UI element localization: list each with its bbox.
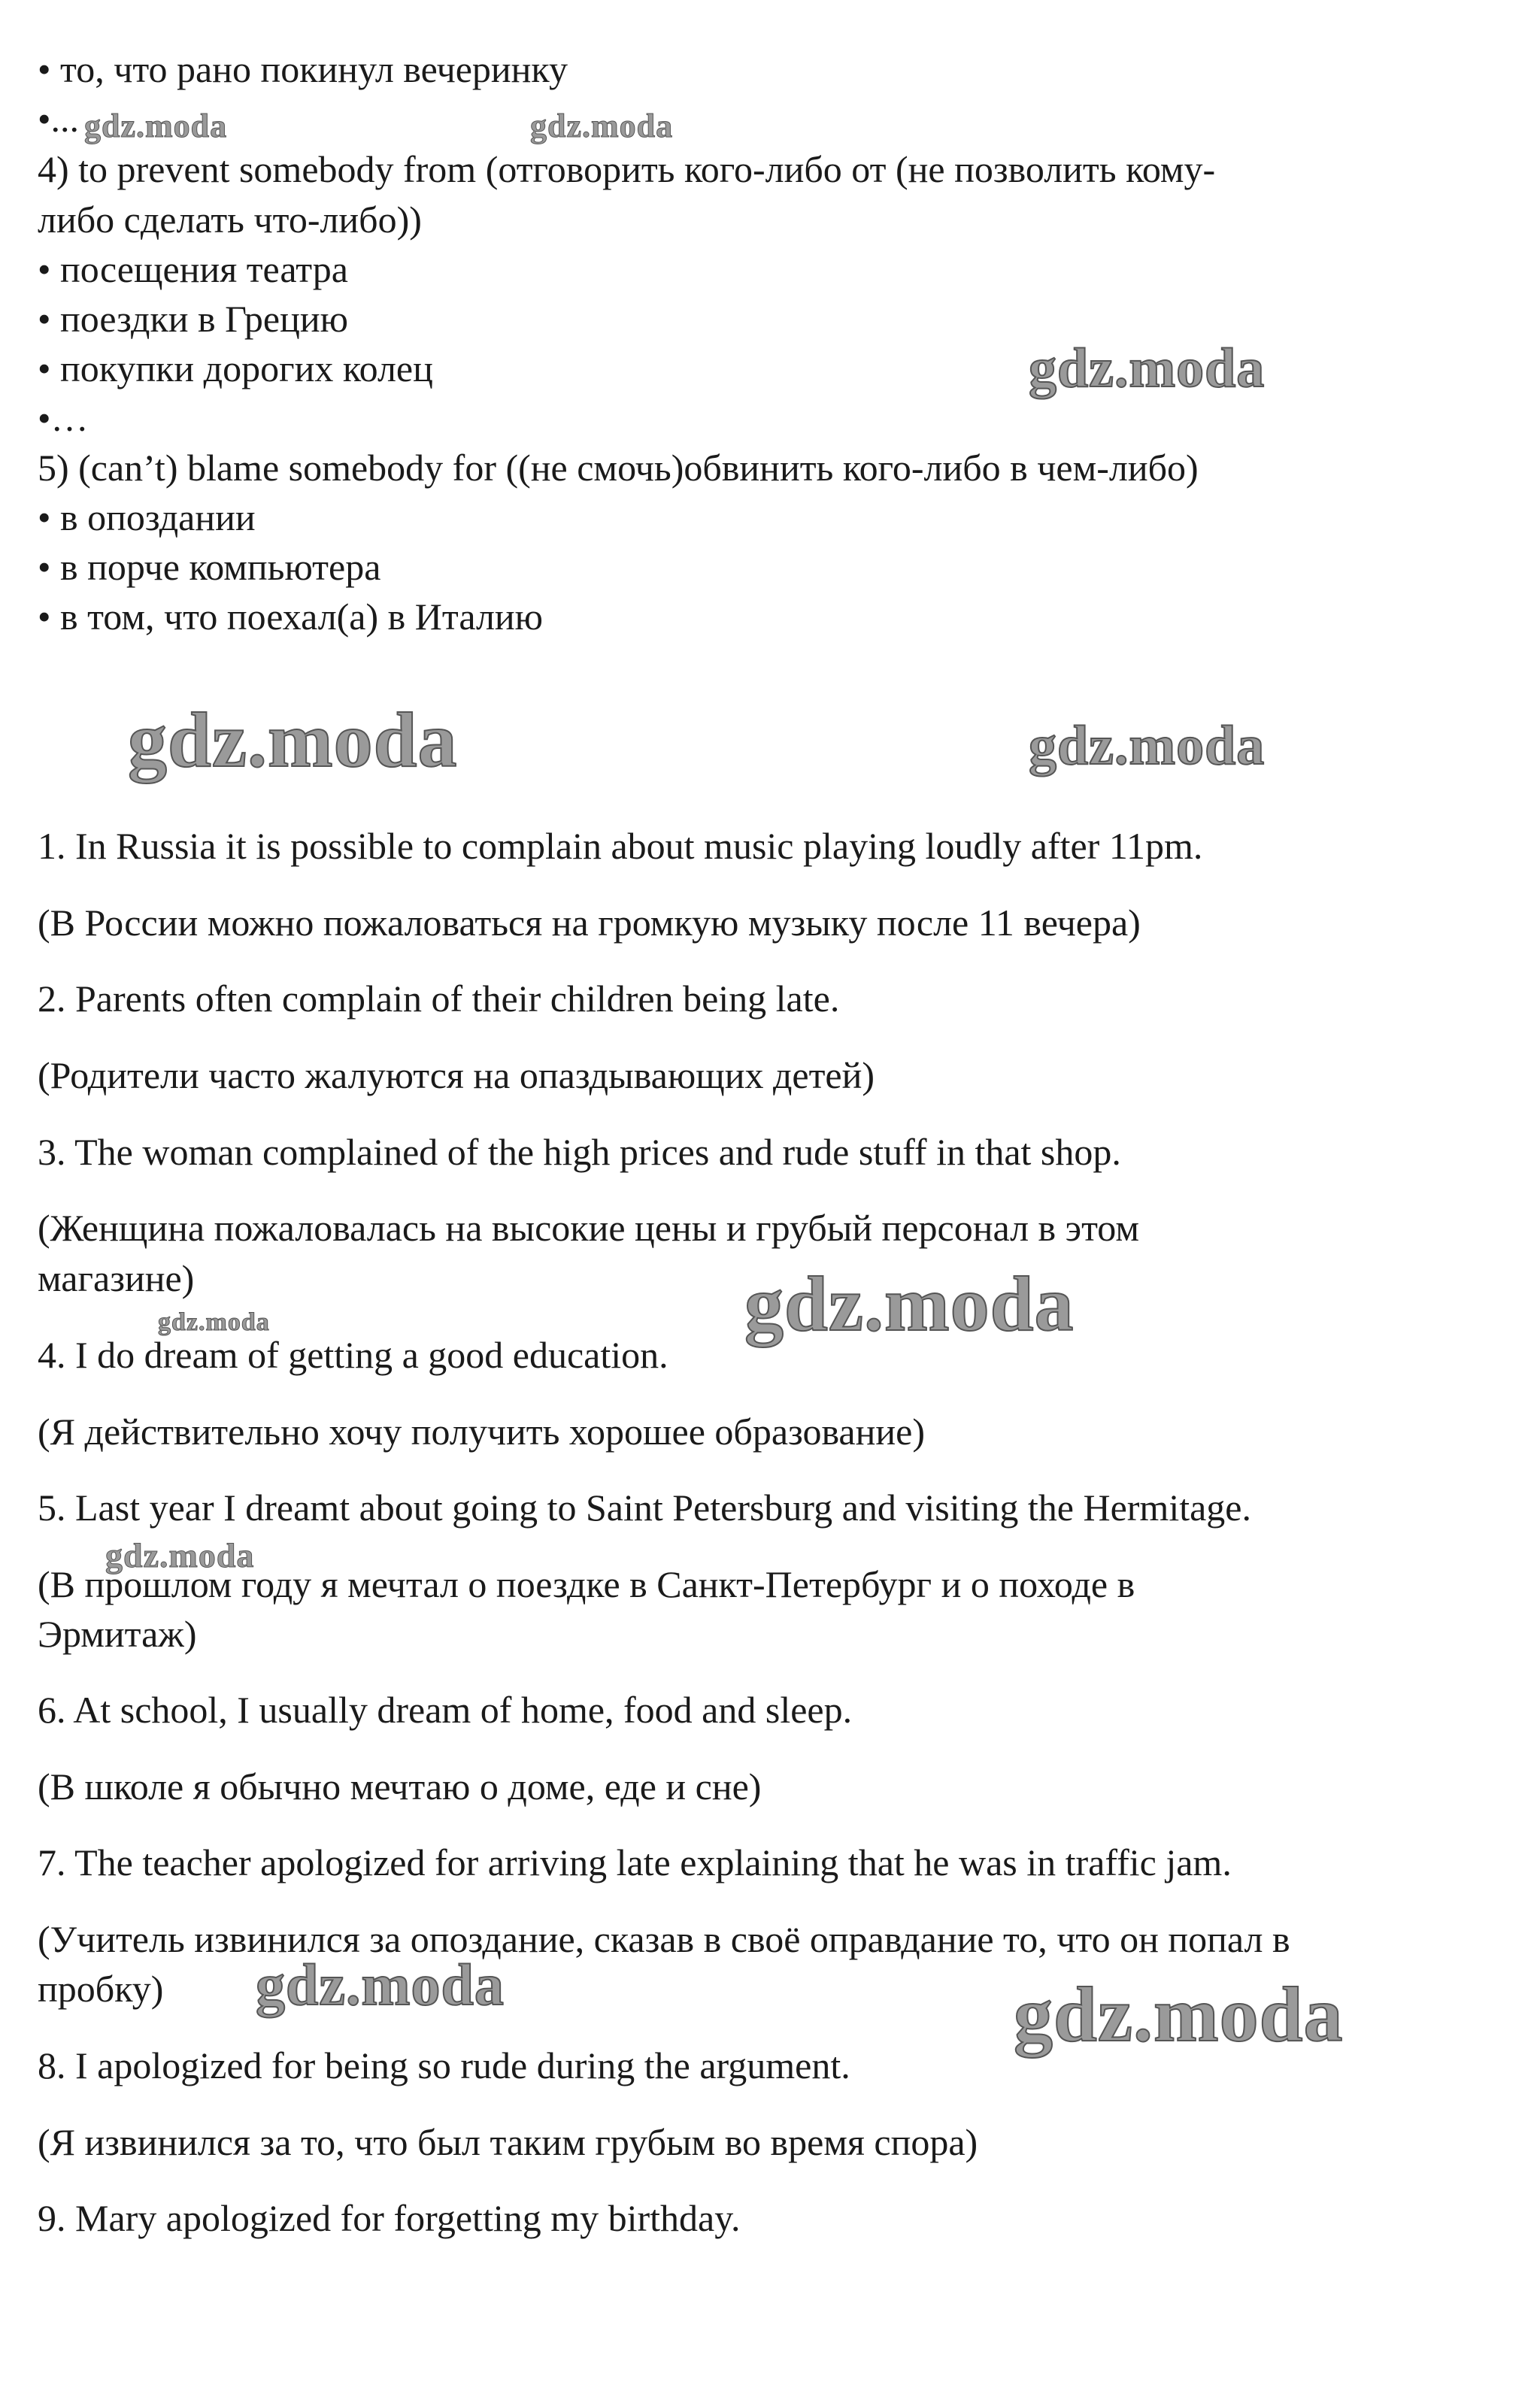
text-line: 3. The woman complained of the high prices and rude stuff in that shop. — [38, 1131, 1121, 1173]
text-line: (В России можно пожаловаться на громкую музыку после 11 вечера) — [38, 902, 1141, 944]
text-line: 5) (can’t) blame somebody for ((не смочь)обвинить кого-либо в чем-либо) — [38, 447, 1199, 489]
text-line: (В школе я обычно мечтаю о доме, еде и сне) — [38, 1765, 762, 1808]
text-line: •… — [38, 397, 89, 439]
watermark: gdz.moda — [84, 108, 228, 144]
text-line: 5. Last year I dreamt about going to Saint Petersburg and visiting the Hermitage. — [38, 1486, 1251, 1529]
text-line: 8. I apologized for being so rude during the argument. — [38, 2044, 850, 2086]
text-line: 1. In Russia it is possible to complain about music playing loudly after 11pm. — [38, 825, 1203, 867]
text-line: • поездки в Грецию — [38, 298, 348, 340]
text-line: пробку) — [38, 1968, 164, 2010]
watermark: gdz.moda — [530, 108, 674, 144]
text-line: (В прошлом году я мечтал о поездке в Санкт-Петербург и о походе в — [38, 1563, 1135, 1605]
text-line: либо сделать что-либо)) — [38, 198, 422, 241]
text-line: 6. At school, I usually dream of home, food and sleep. — [38, 1689, 853, 1731]
text-line: 4. I do dream of getting a good education. — [38, 1334, 668, 1376]
watermark: gdz.moda — [256, 1952, 505, 2017]
text-line: • то, что рано покинул вечеринку — [38, 48, 568, 90]
text-line: •... — [38, 98, 80, 140]
watermark: gdz.moda — [128, 697, 458, 783]
text-line: • в том, что поехал(а) в Италию — [38, 595, 544, 638]
text-line: • в опоздании — [38, 496, 256, 538]
watermark: gdz.moda — [1029, 338, 1266, 399]
text-line: 7. The teacher apologized for arriving late explaining that he was in traffic jam. — [38, 1841, 1232, 1883]
text-line: 9. Mary apologized for forgetting my birthday. — [38, 2197, 741, 2239]
watermark: gdz.moda — [1029, 715, 1266, 777]
text-line: 4) to prevent somebody from (отговорить кого-либо от (не позволить кому- — [38, 148, 1216, 190]
watermark: gdz.moda — [1014, 1971, 1344, 2058]
text-line: • в порче компьютера — [38, 546, 381, 588]
watermark: gdz.moda — [158, 1308, 270, 1336]
watermark: gdz.moda — [744, 1261, 1075, 1347]
text-line: • посещения театра — [38, 248, 348, 290]
text-line: (Я действительно хочу получить хорошее образование) — [38, 1411, 925, 1453]
text-line: (Женщина пожаловалась на высокие цены и грубый персонал в этом — [38, 1207, 1139, 1249]
text-line: (Родители часто жалуются на опаздывающих детей) — [38, 1054, 875, 1096]
watermark: gdz.moda — [105, 1536, 255, 1574]
text-line: (Я извинился за то, что был таким грубым во время спора) — [38, 2121, 978, 2163]
text-line: Эрмитаж) — [38, 1613, 197, 1655]
text-line: (Учитель извинился за опоздание, сказав в своё оправдание то, что он попал в — [38, 1918, 1290, 1960]
text-line: • покупки дорогих колец — [38, 347, 433, 389]
text-line: 2. Parents often complain of their children being late. — [38, 977, 840, 1020]
text-line: магазине) — [38, 1257, 195, 1299]
